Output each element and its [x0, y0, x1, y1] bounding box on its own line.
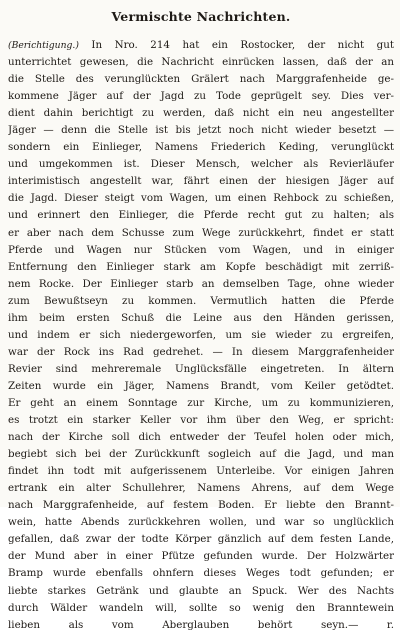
article-line: wein, hatte Abends zurückkehren wollen, und war so unglücklich	[8, 516, 394, 529]
article-line: nach der Kirche soll dich entweder der Teufel holen oder mich,	[8, 431, 394, 444]
article-line: es trotzt ein starker Keller vor ihm über den Weg, er spricht:	[8, 414, 394, 427]
article-line-text: lieben als vom Aberglauben behört seyn.	[8, 618, 349, 631]
article-line: die Stelle des verunglückten Grälert nach Marggrafenheide ge-	[8, 73, 394, 86]
article-line: interimistisch angestellt war, fährt einen der hiesigen Jäger auf	[8, 175, 394, 188]
article-line: und indem er sich niedergeworfen, um sie wieder zu ergreifen,	[8, 328, 394, 341]
article-line: Er geht an einem Sonntage zur Kirche, um zu kommunizieren,	[8, 396, 394, 409]
article-line: liebte starkes Getränk und glaubte an Spuck. Wer des Nachts	[8, 584, 394, 597]
author-signature: — r.	[348, 618, 394, 631]
article-line: sondern ein Einlieger, Namens Friederich Keding, verunglückt	[8, 141, 394, 154]
article-closing-line	[8, 617, 394, 634]
article-line: der Mund aber in einer Pfütze gefunden wurde. Der Holzwärter	[8, 550, 394, 563]
article-line: unterrichtet gewesen, die Nachricht einrücken lassen, daß der an	[8, 56, 394, 69]
article-line: und erinnert den Einlieger, die Pferde recht gut zu halten; als	[8, 209, 394, 222]
article-line: er aber nach dem Schusse zum Wege zurückkehrt, findet er statt	[8, 226, 394, 239]
article-line: findet ihn todt mit aufgerissenem Unterleibe. Vor einigen Jahren	[8, 465, 394, 478]
article-line: nach Marggrafenheide, auf festem Boden. Er liebte den Brannt-	[8, 499, 394, 512]
article-line	[8, 37, 394, 54]
article-line: Pferde und Wagen nur Stücken vom Wagen, und in einiger	[8, 243, 394, 256]
article-line: Entfernung den Einlieger stark am Kopfe beschädigt mit zerriß-	[8, 260, 394, 273]
article-line: kommene Jäger auf der Jagd zu Tode geprügelt sey. Dies ver-	[8, 90, 394, 103]
article-line: durch Wälder wandeln will, sollte so wenig den Branntewein	[8, 601, 394, 614]
article-line: Jäger — denn die Stelle ist bis jetzt noch nicht wieder besetzt —	[8, 124, 394, 137]
article-line: ihm beim ersten Schuß die Leine aus den Händen gerissen,	[8, 311, 394, 324]
article-line: begiebt sich bei der Zurückkunft sogleich auf die Jagd, und man	[8, 448, 394, 461]
article-line: zum Bewußtseyn zu kommen. Vermutlich hatten die Pferde	[8, 294, 394, 307]
article-line: nem Rocke. Der Einlieger starb an demselben Tage, ohne wieder	[8, 277, 394, 290]
article-line: gefallen, daß zwar der todte Körper gänzlich auf dem festen Lande,	[8, 533, 394, 546]
article-line: Bramp wurde ebenfalls ohnfern dieses Weges todt gefunden; er	[8, 567, 394, 580]
article-line: ertrank ein alter Schullehrer, Namens Ahrens, auf dem Wege	[8, 482, 394, 495]
article-body	[8, 37, 394, 634]
article-line: dient dahin berichtigt zu werden, daß nicht ein neu angestellter	[8, 107, 394, 120]
article-line: Revier sind mehreremale Unglücksfälle eingetreten. In ältern	[8, 362, 394, 375]
article-line: die Jagd. Dieser steigt vom Wagen, um einen Rehbock zu schießen,	[8, 192, 394, 205]
section-title: Vermischte Nachrichten.	[111, 9, 291, 24]
article-line: war der Rock ins Rad gedrehet. — In diesem Marggrafenheider	[8, 345, 394, 358]
correction-tag: (Berichtigung.)	[8, 40, 79, 51]
article-line-text: In Nro. 214 hat ein Rostocker, der nicht gut	[91, 39, 394, 51]
article-line: Zeiten wurde ein Jäger, Namens Brandt, vom Keiler getödtet.	[8, 379, 394, 392]
article-line: und umgekommen ist. Dieser Mensch, welcher als Revierläufer	[8, 158, 394, 171]
